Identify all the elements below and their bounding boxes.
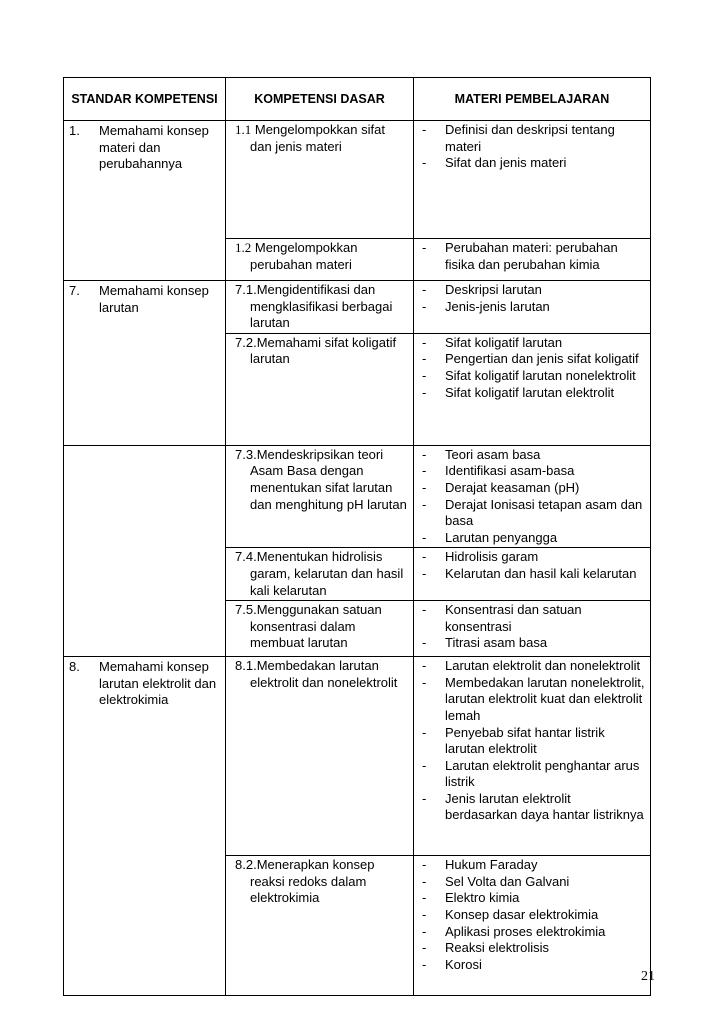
- materi-text: Teori asam basa: [445, 446, 541, 462]
- list-item: [422, 658, 646, 675]
- materi-text: Larutan elektrolit penghantar arus listrik: [445, 757, 640, 790]
- list-item: [422, 335, 646, 352]
- list-item: [422, 907, 646, 924]
- header-kompetensi-dasar: KOMPETENSI DASAR: [226, 78, 414, 121]
- dash-bullet: -: [422, 674, 427, 690]
- list-item: [422, 463, 646, 480]
- kd-number: 7.4.: [235, 549, 257, 565]
- list-item: [422, 957, 646, 974]
- kompetensi-dasar-cell: [226, 445, 414, 548]
- dash-bullet: -: [422, 873, 427, 889]
- kd-number: 7.2.: [235, 334, 257, 350]
- materi-text: Perubahan materi: perubahan fisika dan perubahan kimia: [445, 240, 618, 272]
- dash-bullet: -: [422, 446, 427, 462]
- standard-text: Memahami konsep larutan: [99, 283, 209, 315]
- dash-bullet: -: [422, 890, 427, 906]
- materi-text: Sel Volta dan Galvani: [445, 873, 570, 889]
- kompetensi-dasar-cell: [226, 657, 414, 856]
- materi-pembelajaran-cell: [414, 601, 651, 657]
- kd-number: 7.1.: [235, 282, 257, 297]
- materi-text: Penyebab sifat hantar listrik larutan elektrolit: [445, 724, 605, 757]
- materi-text: Identifikasi asam-basa: [445, 463, 575, 479]
- kompetensi-dasar-cell: [226, 281, 414, 334]
- list-item: [422, 480, 646, 497]
- standar-kompetensi-cell: [64, 121, 226, 281]
- materi-text: Membedakan larutan nonelektrolit, larutan elektrolit kuat dan elektrolit lemah: [445, 674, 645, 723]
- dash-bullet: -: [422, 155, 427, 171]
- kd-number: 7.5.: [235, 602, 257, 618]
- kd-text: Mendeskripsikan teori Asam Basa dengan menentukan sifat larutan dan menghitung pH larutan: [250, 446, 407, 512]
- page-number: 21: [641, 969, 655, 984]
- materi-text: Jenis-jenis larutan: [445, 298, 550, 314]
- list-item: [422, 447, 646, 464]
- materi-text: Konsep dasar elektrokimia: [445, 906, 599, 922]
- kd-text: Mengelompokkan sifat dan jenis materi: [250, 122, 385, 154]
- kompetensi-dasar-cell: [226, 239, 414, 281]
- header-standar-kompetensi: STANDAR KOMPETENSI: [64, 78, 226, 121]
- kd-text: Mengidentifikasi dan mengklasifikasi berbagai larutan: [250, 282, 393, 331]
- list-item: [422, 497, 646, 530]
- materi-pembelajaran-cell: [414, 239, 651, 281]
- dash-bullet: -: [422, 757, 427, 773]
- dash-bullet: -: [422, 479, 427, 495]
- materi-text: Elektro kimia: [445, 890, 520, 906]
- kompetensi-dasar-cell: [226, 548, 414, 601]
- list-item: [422, 890, 646, 907]
- kd-text: Mengelompokkan perubahan materi: [250, 240, 358, 272]
- standar-kompetensi-cell: [64, 657, 226, 996]
- dash-bullet: -: [422, 298, 427, 314]
- dash-bullet: -: [422, 463, 427, 479]
- materi-text: Hidrolisis garam: [445, 549, 539, 565]
- dash-bullet: -: [422, 529, 427, 545]
- list-item: [422, 725, 646, 758]
- materi-pembelajaran-cell: [414, 657, 651, 856]
- list-item: [422, 602, 646, 635]
- materi-text: Hukum Faraday: [445, 857, 538, 873]
- materi-text: Pengertian dan jenis sifat koligatif: [445, 351, 639, 367]
- list-item: [422, 940, 646, 957]
- list-item: [422, 155, 646, 172]
- dash-bullet: -: [422, 384, 427, 400]
- list-item: [422, 549, 646, 566]
- kd-text: Menerapkan konsep reaksi redoks dalam elektrokimia: [250, 857, 375, 906]
- materi-text: Titrasi asam basa: [445, 635, 548, 651]
- table-row: [64, 445, 651, 548]
- materi-text: Aplikasi proses elektrokimia: [445, 923, 606, 939]
- dash-bullet: -: [422, 334, 427, 350]
- materi-text: Sifat dan jenis materi: [445, 155, 567, 171]
- list-item: [422, 368, 646, 385]
- kd-text: Memahami sifat koligatif larutan: [250, 334, 397, 367]
- dash-bullet: -: [422, 351, 427, 367]
- kd-number: 8.1.: [235, 658, 257, 674]
- standard-number: 1.: [69, 123, 80, 138]
- materi-pembelajaran-cell: [414, 281, 651, 334]
- table-body: [64, 121, 651, 996]
- kd-text: Menggunakan satuan konsentrasi dalam membuat larutan: [250, 602, 382, 651]
- dash-bullet: -: [422, 906, 427, 922]
- standard-number: 7.: [69, 283, 80, 298]
- dash-bullet: -: [422, 790, 427, 806]
- standar-kompetensi-cell: [64, 281, 226, 446]
- list-item: [422, 857, 646, 874]
- dash-bullet: -: [422, 635, 427, 651]
- table-row: [64, 657, 651, 856]
- standar-kompetensi-cell: [64, 445, 226, 656]
- list-item: [422, 299, 646, 316]
- materi-pembelajaran-cell: [414, 333, 651, 445]
- list-item: [422, 758, 646, 791]
- table-row: [64, 121, 651, 239]
- standard-text: Memahami konsep materi dan perubahannya: [99, 123, 209, 172]
- header-materi-pembelajaran: MATERI PEMBELAJARAN: [414, 78, 651, 121]
- materi-text: Derajat keasaman (pH): [445, 479, 580, 495]
- list-item: [422, 566, 646, 583]
- list-item: [422, 924, 646, 941]
- list-item: [422, 530, 646, 547]
- list-item: [422, 122, 646, 155]
- list-item: [422, 240, 646, 273]
- materi-text: Sifat koligatif larutan: [445, 334, 563, 350]
- dash-bullet: -: [422, 857, 427, 873]
- materi-text: Jenis larutan elektrolit berdasarkan daya hantar listriknya: [445, 790, 644, 823]
- list-item: [422, 635, 646, 652]
- dash-bullet: -: [422, 549, 427, 565]
- dash-bullet: -: [422, 602, 427, 618]
- table-header-row: [64, 78, 651, 121]
- materi-pembelajaran-cell: [414, 548, 651, 601]
- standard-text: Memahami konsep larutan elektrolit dan elektrokimia: [99, 659, 217, 708]
- materi-text: Sifat koligatif larutan nonelektrolit: [445, 367, 636, 383]
- dash-bullet: -: [422, 940, 427, 956]
- kompetensi-dasar-cell: [226, 856, 414, 996]
- materi-text: Larutan elektrolit dan nonelektrolit: [445, 658, 641, 674]
- kd-number: 8.2.: [235, 857, 257, 873]
- kompetensi-dasar-cell: [226, 601, 414, 657]
- materi-pembelajaran-cell: [414, 445, 651, 548]
- kd-number: 1.2: [235, 240, 252, 255]
- kompetensi-dasar-cell: [226, 121, 414, 239]
- materi-text: Reaksi elektrolisis: [445, 940, 550, 956]
- materi-text: Definisi dan deskripsi tentang materi: [445, 122, 615, 154]
- materi-text: Sifat koligatif larutan elektrolit: [445, 384, 615, 400]
- materi-text: Kelarutan dan hasil kali kelarutan: [445, 565, 637, 581]
- list-item: [422, 874, 646, 891]
- materi-text: Larutan penyangga: [445, 529, 558, 545]
- list-item: [422, 791, 646, 824]
- standard-number: 8.: [69, 659, 80, 675]
- kd-text: Membedakan larutan elektrolit dan nonelektrolit: [250, 658, 398, 690]
- materi-text: Korosi: [445, 956, 482, 972]
- kd-number: 1.1: [235, 122, 252, 137]
- kd-text: Menentukan hidrolisis garam, kelarutan dan hasil kali kelarutan: [250, 549, 404, 598]
- materi-pembelajaran-cell: [414, 856, 651, 996]
- dash-bullet: -: [422, 724, 427, 740]
- dash-bullet: -: [422, 496, 427, 512]
- dash-bullet: -: [422, 658, 427, 674]
- materi-text: Derajat Ionisasi tetapan asam dan basa: [445, 496, 643, 529]
- kd-number: 7.3.: [235, 446, 257, 462]
- dash-bullet: -: [422, 367, 427, 383]
- list-item: [422, 675, 646, 725]
- dash-bullet: -: [422, 282, 427, 297]
- kompetensi-dasar-cell: [226, 333, 414, 445]
- list-item: [422, 282, 646, 299]
- materi-pembelajaran-cell: [414, 121, 651, 239]
- dash-bullet: -: [422, 923, 427, 939]
- list-item: [422, 351, 646, 368]
- materi-text: Deskripsi larutan: [445, 282, 542, 297]
- dash-bullet: -: [422, 122, 427, 137]
- list-item: [422, 385, 646, 402]
- curriculum-table: [63, 77, 651, 996]
- dash-bullet: -: [422, 956, 427, 972]
- table-row: [64, 281, 651, 334]
- dash-bullet: -: [422, 240, 427, 255]
- dash-bullet: -: [422, 565, 427, 581]
- materi-text: Konsentrasi dan satuan konsentrasi: [445, 602, 582, 634]
